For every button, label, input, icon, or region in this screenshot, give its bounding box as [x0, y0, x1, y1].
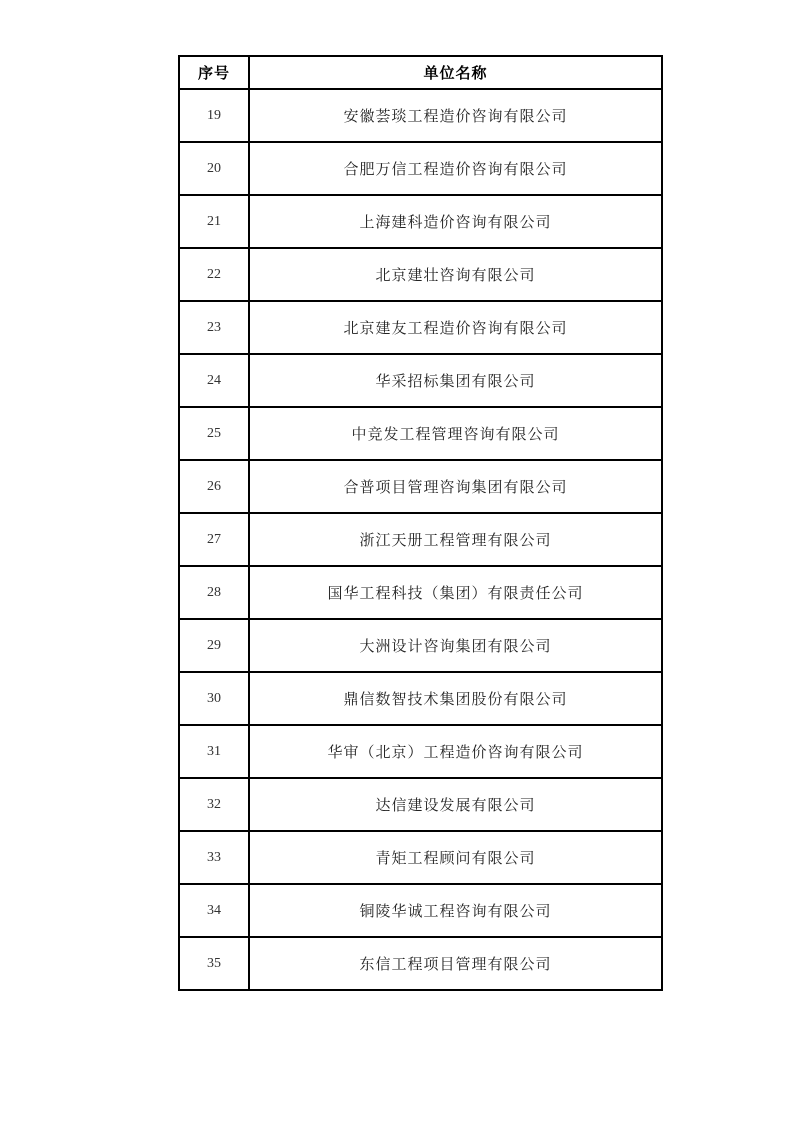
unit-name-cell: 浙江天册工程管理有限公司	[249, 513, 662, 566]
unit-name-cell: 华采招标集团有限公司	[249, 354, 662, 407]
table-row	[179, 195, 662, 248]
unit-name-cell: 上海建科造价咨询有限公司	[249, 195, 662, 248]
table-header-row	[179, 56, 662, 89]
table-row	[179, 937, 662, 990]
table-row	[179, 831, 662, 884]
unit-name-cell: 国华工程科技（集团）有限责任公司	[249, 566, 662, 619]
serial-number-cell: 21	[179, 195, 249, 248]
table-body	[179, 89, 662, 990]
unit-name-cell: 北京建友工程造价咨询有限公司	[249, 301, 662, 354]
serial-number-cell: 34	[179, 884, 249, 937]
serial-number-cell: 23	[179, 301, 249, 354]
table-row	[179, 248, 662, 301]
serial-number-cell: 29	[179, 619, 249, 672]
table-row	[179, 672, 662, 725]
unit-name-cell: 达信建设发展有限公司	[249, 778, 662, 831]
unit-name-cell: 中竞发工程管理咨询有限公司	[249, 407, 662, 460]
table-row	[179, 778, 662, 831]
unit-name-cell: 青矩工程顾问有限公司	[249, 831, 662, 884]
table-row	[179, 460, 662, 513]
serial-number-cell: 31	[179, 725, 249, 778]
unit-list-table	[178, 55, 663, 991]
unit-name-cell: 东信工程项目管理有限公司	[249, 937, 662, 990]
serial-number-cell: 28	[179, 566, 249, 619]
serial-number-cell: 20	[179, 142, 249, 195]
unit-name-cell: 北京建壮咨询有限公司	[249, 248, 662, 301]
unit-name-cell: 大洲设计咨询集团有限公司	[249, 619, 662, 672]
table-row	[179, 142, 662, 195]
serial-number-cell: 25	[179, 407, 249, 460]
serial-number-cell: 24	[179, 354, 249, 407]
serial-number-cell: 19	[179, 89, 249, 142]
table-row	[179, 407, 662, 460]
table-row	[179, 725, 662, 778]
table-row	[179, 513, 662, 566]
serial-number-cell: 27	[179, 513, 249, 566]
unit-name-cell: 安徽荟琰工程造价咨询有限公司	[249, 89, 662, 142]
table-row	[179, 89, 662, 142]
serial-number-cell: 22	[179, 248, 249, 301]
table-row	[179, 354, 662, 407]
serial-number-cell: 35	[179, 937, 249, 990]
serial-number-cell: 33	[179, 831, 249, 884]
serial-number-cell: 32	[179, 778, 249, 831]
header-cell-serial-number: 序号	[179, 56, 249, 89]
table-row	[179, 566, 662, 619]
unit-name-cell: 鼎信数智技术集团股份有限公司	[249, 672, 662, 725]
unit-name-cell: 合普项目管理咨询集团有限公司	[249, 460, 662, 513]
table-row	[179, 301, 662, 354]
serial-number-cell: 26	[179, 460, 249, 513]
unit-name-cell: 铜陵华诚工程咨询有限公司	[249, 884, 662, 937]
unit-name-cell: 华审（北京）工程造价咨询有限公司	[249, 725, 662, 778]
table-row	[179, 619, 662, 672]
serial-number-cell: 30	[179, 672, 249, 725]
header-cell-unit-name: 单位名称	[249, 56, 662, 89]
table-row	[179, 884, 662, 937]
unit-name-cell: 合肥万信工程造价咨询有限公司	[249, 142, 662, 195]
